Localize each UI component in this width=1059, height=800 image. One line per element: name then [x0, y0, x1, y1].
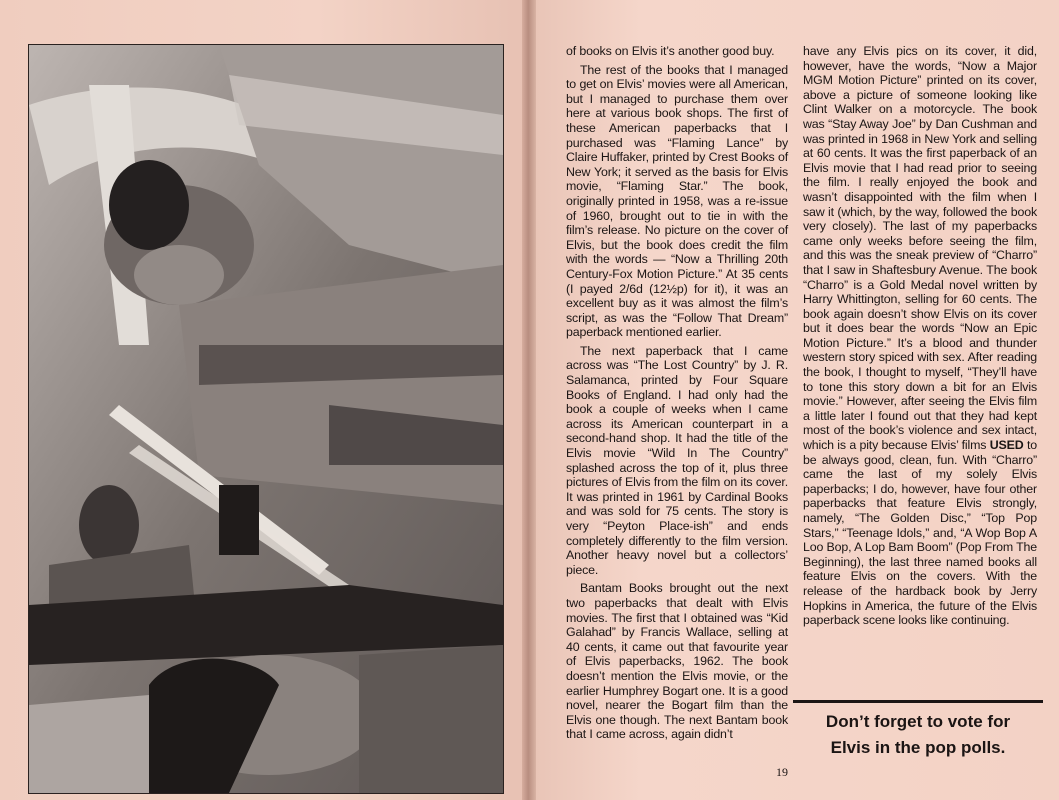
paragraph: The rest of the books that I managed to get on Elvis’ movies were all American, but I managed to purchase them over here at various book shops. The first of these American paperbacks that I purchased was “Flaming Lance” by Claire Huffaker, printed by Crest Books of New York; it served as the basis for Elvis movie, “Flaming Star.” The book, originally printed in 1958, was a re-issue of 1960, brought out to tie in with the film’s release. No picture on the cover of Elvis, but the book does credit the film with the words — “Now a Thrilling 20th Century-Fox Motion Picture.” At 35 cents (I payed 2/6d (12½p) for it), it was an excellent buy as it was almost the film’s script, as was the “Follow That Dream” paperback mentioned earlier. [566, 62, 788, 340]
text-column-2 [803, 44, 1037, 628]
paragraph [803, 44, 1037, 628]
gutter [522, 0, 536, 800]
movie-still-photo [28, 44, 504, 794]
vote-line-1: Don’t forget to vote for [825, 712, 1011, 731]
paragraph: of books on Elvis it’s another good buy. [566, 44, 775, 58]
paragraph: Bantam Books brought out the next two paperbacks that dealt with Elvis movies. The first that I obtained was “Kid Galahad” by Francis Wallace, selling at 40 cents, it came out that favourite year of Elvis paperbacks, 1962. The book doesn’t mention the Elvis movie, or the earlier Humphrey Bogart one. It is a good novel, nearer the Bogart film than the Elvis one though. The next Bantam book that I came across, again didn’t [566, 581, 788, 742]
vote-line-2: Elvis in the pop polls. [830, 738, 1006, 757]
vote-reminder-box [793, 700, 1043, 768]
photo-still-icon [29, 45, 503, 793]
page-number: 19 [776, 765, 788, 779]
left-page [0, 0, 527, 800]
emphasis-used: USED [989, 438, 1024, 453]
text-column-1 [566, 44, 788, 742]
paragraph: The next paperback that I came across was “The Lost Country” by J. R. Salamanca, printed by Four Square Books of England. I had only had the book a couple of weeks when I came across its American counterpart in a second-hand shop. It had the title of the Elvis movie “Wild In The Country” splashed across the top of it, plus three pictures of Elvis from the film on its cover. It was printed in 1961 by Cardinal Books and was sold for 75 cents. The story is very “Peyton Place-ish” and ends completely differently to the film version. Another heavy novel but a collectors’ piece. [566, 343, 788, 577]
paragraph-text: have any Elvis pics on its cover, it did, however, have the words, “Now a Major MGM Motion Picture” printed on its cover, above a picture of someone looking like Clint Walker on a motorcycle. The book was “Stay Away Joe” by Dan Cushman and was printed in 1968 in New York and selling at 60 cents. It was the first paperback of an Elvis movie that I had read prior to seeing the film. I really enjoyed the book and wasn’t disappointed with the film when I saw it (which, by the way, followed the book very closely). The last of my paperbacks came only weeks before seeing the film, and this was the sneak preview of “Charro” that I saw in Shaftesbury Avenue. The book “Charro” is a Gold Medal novel written by Harry Whittington, selling for 60 cents. The book again doesn’t show Elvis on its cover but it does bear the words “Now an Epic Motion Picture.” It’s a blood and thunder western story spiced with sex. After reading the book, I thought to myself, “They’ll have to tone this story down a bit for an Elvis movie.” However, after seeing the Elvis film a little later I found out that they had kept most of the book’s violence and sex intact, which is a pity because Elvis’ films [803, 44, 1037, 453]
paragraph-text: to be always good, clean, fun. With “Charro” came the last of my solely Elvis paperbacks; I do, however, have four other paperbacks that feature Elvis strongly, namely, “The Golden Disc,” “Top Pop Stars,” “Teenage Idols,” and, “A Wop Bop A Loo Bop, A Lop Bam Boom” (Pop From The Beginning), the last three named books all feature Elvis on the covers. With the release of the hardback book by Jerry Hopkins in America, the future of the Elvis paperback scene looks like continuing. [803, 438, 1038, 628]
